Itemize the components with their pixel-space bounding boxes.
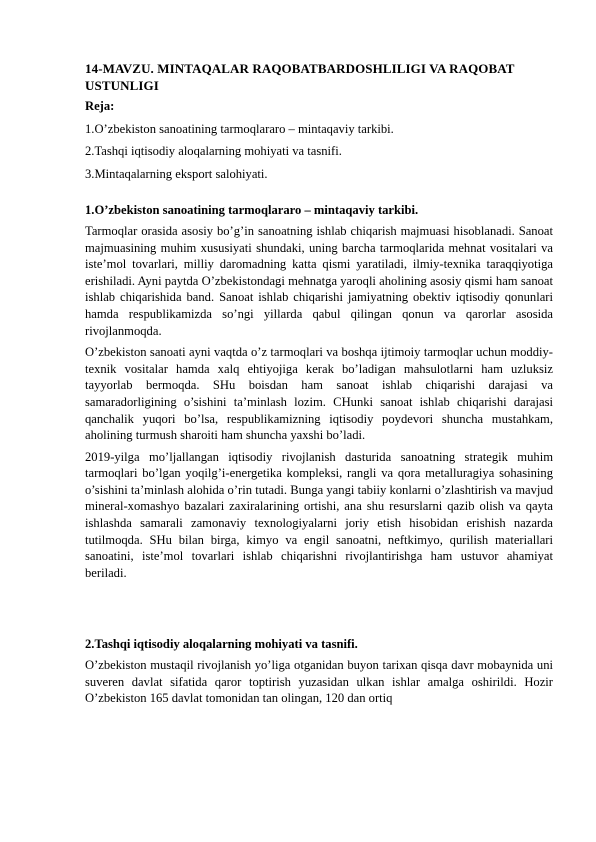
document-page	[85, 60, 553, 712]
paragraph: O’zbekiston sanoati ayni vaqtda o’z tarmoqlari va boshqa ijtimoiy tarmoqlar uchun moddiy-texnik vositalar hamda xalq ehtiyojiga kerak bo’ladigan mahsulotlarni ham uzluksiz tayyorlab bermoqda. SHu boisdan ham sanoat ishlab chiqarishi darajasi va samaradorligining o’sishini ta’minlash lozim. CHunki sanoat ishlab chiqarishi darajasi qanchalik yuqori bo’lsa, respublikamizning iqtisodiy poydevori shuncha mustahkam, aholining turmush sharoiti ham shuncha yaxshi bo’ladi.	[85, 345, 553, 443]
section-heading: 1.O’zbekiston sanoatining tarmoqlararo – mintaqaviy tarkibi.	[85, 203, 419, 218]
section-heading: 2.Tashqi iqtisodiy aloqalarning mohiyati va tasnifi.	[85, 637, 358, 652]
plan-label: Reja:	[85, 99, 115, 113]
paragraph: 2019-yilga mo’ljallangan iqtisodiy rivojlanish dasturida sanoatning strategik muhim tarmoqlari bo’lgan yoqilg’i-energetika kompleksi, rangli va qora metalluragiya sohasining o’sishini ta’minlash alohida o’rin tutadi. Bunga yangi tabiiy konlarni o’zlashtirish va mavjud mineral-xomashyo bazalari zaxiralarining ortishi, ana shu resurslarni qazib olish va qayta ishlashda samarali zamonaviy texnologiyalarni joriy etish hisobidan erishish nazarda tutilmoqda. SHu bilan birga, kimyo va engil sanoatni, neftkimyo, qurilish materiallari sanoatini, iste’mol tovarlari ishlab chiqarishni rivojlantirishga ham ustuvor ahamiyat beriladi.	[85, 449, 553, 580]
paragraph: Tarmoqlar orasida asosiy bo’g’in sanoatning ishlab chiqarish majmuasi hisoblanadi. Sanoat majmuasining muhim xususiyati shundaki, uning barcha tarmoqlarida mehnat vositalari va iste’mol tovarlari, milliy daromadning katta qismi yaratiladi, ilmiy-texnika taraqqiyotiga erishiladi. Ayni paytda O’zbekistondagi mehnatga yaroqli aholining asosiy qismi ham sanoat ishlab chiqarishida band. Sanoat ishlab chiqarishi jamiyatning obektiv iqtisodiy qonunlari hamda respublikamizda so’ngi yillarda qabul qilingan qonun va qarorlar asosida rivojlanmoqda.	[85, 223, 553, 338]
paragraph: O’zbekiston mustaqil rivojlanish yo’liga otganidan buyon tarixan qisqa davr mobaynida uni suveren davlat sifatida qaror toptirish yuzasidan ulkan ishlar amalga oshirildi. Hozir O’zbekiston 165 davlat tomonidan tan olingan, 120 dan ortiq	[85, 658, 553, 706]
plan-item: 3.Mintaqalarning eksport salohiyati.	[85, 166, 268, 181]
plan-item: 2.Tashqi iqtisodiy aloqalarning mohiyati va tasnifi.	[85, 144, 342, 159]
spacer	[85, 188, 553, 202]
spacer	[85, 586, 553, 636]
document-title: 14-MAVZU. MINTAQALAR RAQOBATBARDOSHLILIGI VA RAQOBAT USTUNLIGI	[85, 61, 515, 93]
plan-item: 1.O’zbekiston sanoatining tarmoqlararo – mintaqaviy tarkibi.	[85, 121, 394, 136]
